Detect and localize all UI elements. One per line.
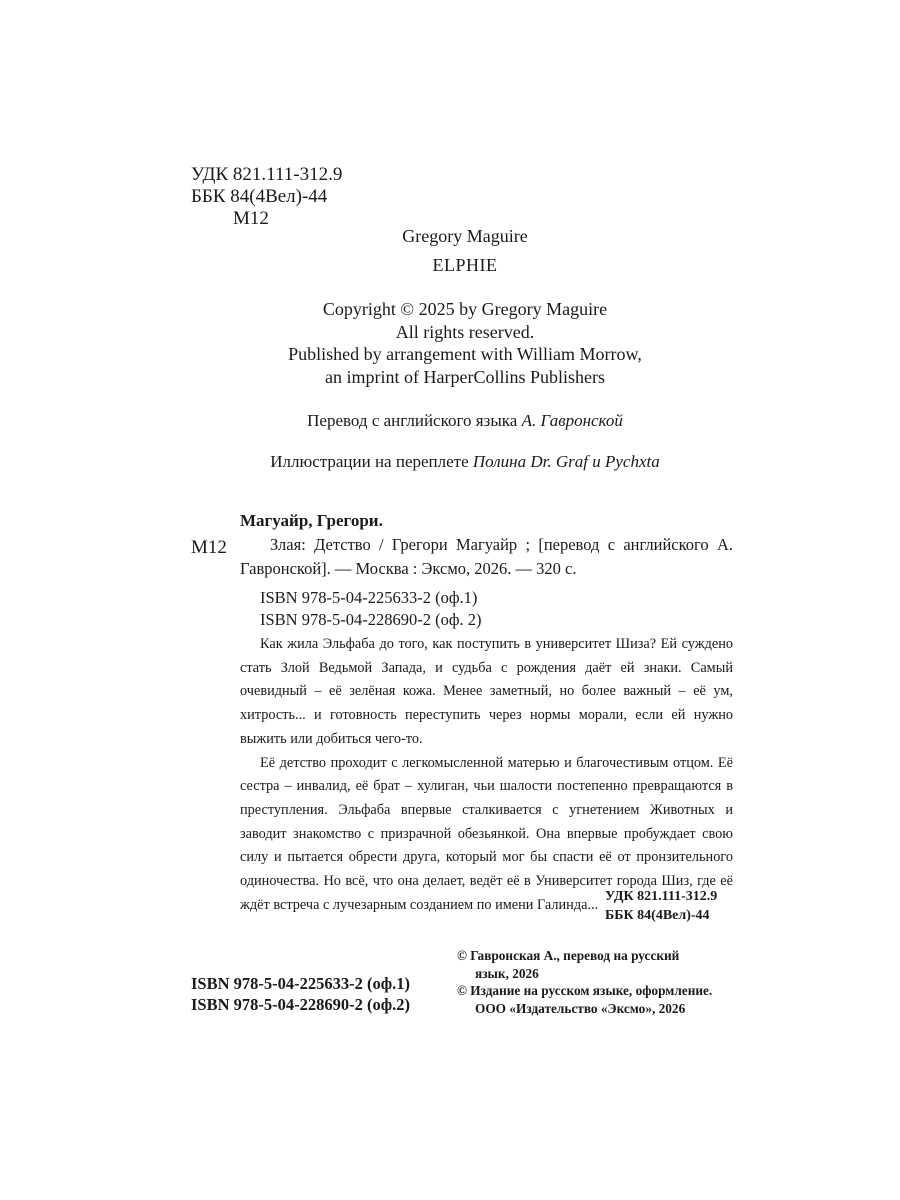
copyright-line: Copyright © 2025 by Gregory Maguire bbox=[322, 299, 608, 319]
isbn-line: ISBN 978-5-04-228690-2 (оф. 2) bbox=[260, 610, 482, 629]
catalog-author-mark: М12 bbox=[191, 537, 227, 558]
annotation bbox=[240, 633, 733, 917]
annotation-paragraph: Как жила Эльфаба до того, как поступить в университет Шиза? Ей суждено стать Злой Ведьмой Запада, и судьба с рождения даёт ей знаки. Самый очевидный – её зелёная кожа. Менее заметный, но более важный – её ум, хитрость... и готовность переступить через нормы морали, если ей нужно выжить или добиться чего-то. bbox=[240, 636, 733, 747]
annotation-paragraph: Её детство проходит с легкомысленной матерью и благочестивым отцом. Её сестра – инвалид, её брат – хулиган, чьи шалости постепенно превращаются в преступления. Эльфаба впервые сталкивается с угнетением Животных и заводит знакомство с призрачной обезьянкой. Она впервые пробуждает свою силу и пытается обрести друга, который мог бы спасти её от пронзительного одиночества. Но всё, что она делает, ведёт её в Университет города Шиз, где её ждёт встреча с лучезарным созданием по имени Галинда... bbox=[240, 754, 733, 913]
translation-rights-cont: язык, 2026 bbox=[475, 965, 539, 981]
illustrator-names: Полина Dr. Graf и Pychxta bbox=[472, 452, 660, 471]
copyright-line: All rights reserved. bbox=[395, 321, 535, 342]
copyright-block bbox=[0, 298, 900, 388]
udk-code: УДК 821.111-312.9 bbox=[191, 164, 343, 185]
edition-rights: © Издание на русском языке, оформление. bbox=[457, 983, 713, 998]
bottom-udk: УДК 821.111-312.9 bbox=[605, 889, 718, 904]
classification-codes bbox=[191, 164, 342, 230]
translation-rights: © Гавронская А., перевод на русский bbox=[457, 948, 680, 963]
isbn-line: ISBN 978-5-04-228690-2 (оф.2) bbox=[191, 995, 411, 1014]
bbk-code: ББК 84(4Вел)-44 bbox=[191, 186, 328, 207]
illustration-credit bbox=[0, 452, 900, 472]
translation-credit bbox=[0, 411, 900, 431]
translator-name: А. Гавронской bbox=[521, 411, 623, 430]
bottom-isbn-list bbox=[191, 973, 410, 1015]
bottom-bbk: ББК 84(4Вел)-44 bbox=[605, 908, 710, 923]
isbn-line: ISBN 978-5-04-225633-2 (оф.1) bbox=[191, 974, 411, 993]
bibliographic-description: Злая: Детство / Грегори Магуайр ; [перевод с английского А. Гавронской]. — Москва : Эксмо, 2026. — 320 с. bbox=[240, 535, 733, 578]
translation-prefix: Перевод с английского языка bbox=[307, 411, 522, 430]
catalog-isbn-list bbox=[260, 587, 482, 631]
bottom-classification bbox=[605, 887, 717, 925]
copyright-line: Published by arrangement with William Morrow, bbox=[288, 344, 642, 364]
isbn-line: ISBN 978-5-04-225633-2 (оф.1) bbox=[260, 588, 478, 607]
catalog-main-author: Магуайр, Грегори. bbox=[240, 511, 383, 530]
copyright-line: an imprint of HarperCollins Publishers bbox=[325, 366, 605, 387]
author-mark: М12 bbox=[233, 208, 269, 229]
illustration-prefix: Иллюстрации на переплете bbox=[270, 452, 473, 471]
edition-rights-cont: ООО «Издательство «Эксмо», 2026 bbox=[475, 1000, 686, 1016]
original-title: ELPHIE bbox=[432, 255, 498, 275]
original-author: Gregory Maguire bbox=[402, 226, 528, 246]
rights-notice bbox=[457, 947, 712, 1017]
